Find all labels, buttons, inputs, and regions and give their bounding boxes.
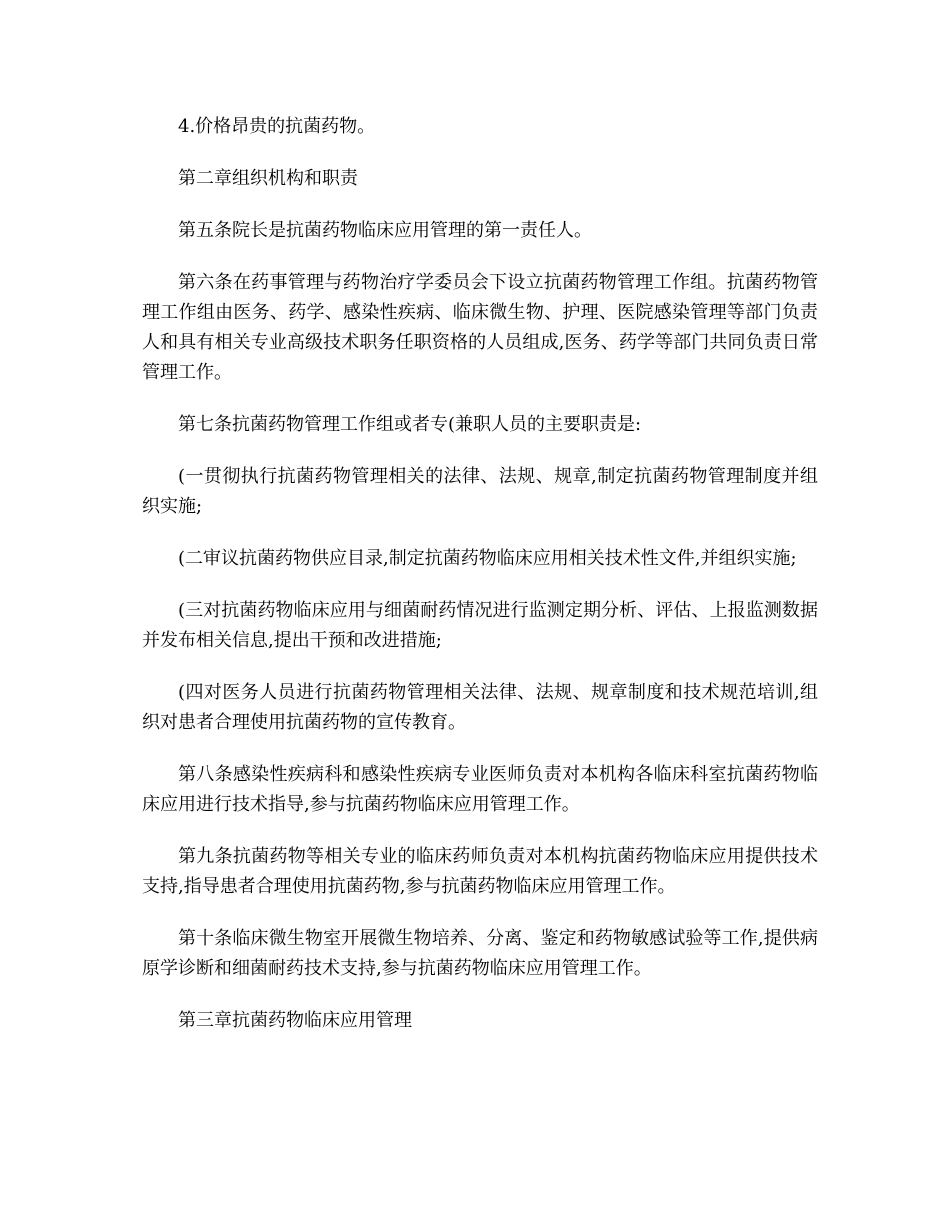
chapter-3-heading: 第三章抗菌药物临床应用管理: [178, 1010, 412, 1031]
article-5-paragraph: 第五条院长是抗菌药物临床应用管理的第一责任人。: [178, 220, 592, 241]
chapter-2-heading: 第二章组织机构和职责: [178, 168, 358, 189]
duty-4-paragraph: (四对医务人员进行抗菌药物管理相关法律、法规、规章制度和技术规范培训,组织对患者合理使用抗菌药物的宣传教育。: [142, 682, 818, 733]
article-7-paragraph: 第七条抗菌药物管理工作组或者专(兼职人员的主要职责是:: [178, 414, 642, 435]
article-10-paragraph: 第十条临床微生物室开展微生物培养、分离、鉴定和药物敏感试验等工作,提供病原学诊断和细菌耐药技术支持,参与抗菌药物临床应用管理工作。: [142, 928, 818, 979]
paragraph-item-4: 4.价格昂贵的抗菌药物。: [178, 116, 376, 137]
duty-3-paragraph: (三对抗菌药物临床应用与细菌耐药情况进行监测定期分析、评估、上报监测数据并发布相关信息,提出干预和改进措施;: [142, 600, 818, 651]
duty-2-paragraph: (二审议抗菌药物供应目录,制定抗菌药物临床应用相关技术性文件,并组织实施;: [178, 548, 797, 569]
article-6-paragraph: 第六条在药事管理与药物治疗学委员会下设立抗菌药物管理工作组。抗菌药物管理工作组由医务、药学、感染性疾病、临床微生物、护理、医院感染管理等部门负责人和具有相关专业高级技术职务任职资格的人员组成,医务、药学等部门共同负责日常管理工作。: [142, 272, 818, 383]
article-8-paragraph: 第八条感染性疾病科和感染性疾病专业医师负责对本机构各临床科室抗菌药物临床应用进行技术指导,参与抗菌药物临床应用管理工作。: [142, 764, 818, 815]
duty-1-paragraph: (一贯彻执行抗菌药物管理相关的法律、法规、规章,制定抗菌药物管理制度并组织实施;: [142, 466, 818, 517]
document-body: [142, 112, 818, 1058]
article-9-paragraph: 第九条抗菌药物等相关专业的临床药师负责对本机构抗菌药物临床应用提供技术支持,指导患者合理使用抗菌药物,参与抗菌药物临床应用管理工作。: [142, 846, 818, 897]
